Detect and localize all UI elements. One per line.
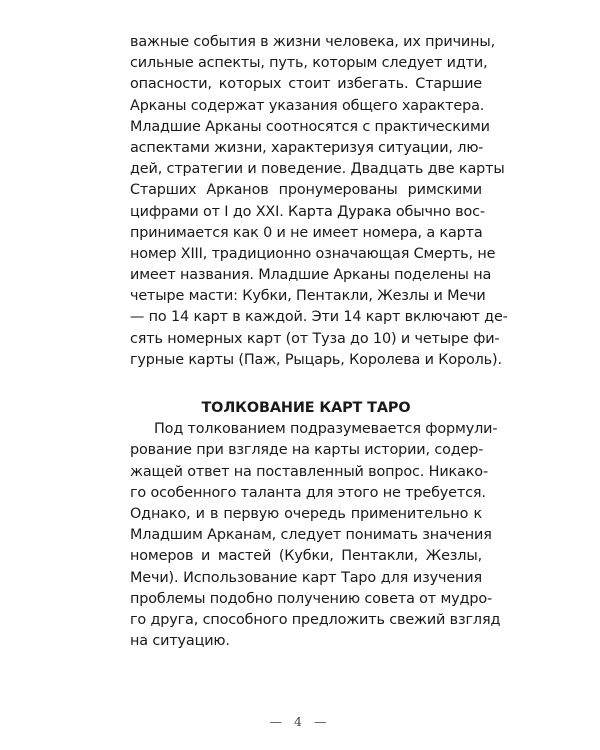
text-line: аспектами жизни, характеризуя ситуации, лю- [130, 139, 484, 156]
text-line: жащей ответ на поставленный вопрос. Никако- [130, 463, 488, 480]
paragraph-arcana-overview [130, 32, 508, 371]
text-line: номеров и мастей (Кубки, Пентакли, Жезлы, [130, 548, 482, 565]
text-line: го друга, способного предложить свежий взгляд [130, 611, 501, 628]
text-line: Под толкованием подразумевается формули- [154, 421, 498, 438]
text-line: Однако, и в первую очередь применительно к [130, 505, 482, 522]
text-line: проблемы подобно получению совета от мудро- [130, 590, 493, 607]
page-top-edge [0, 0, 600, 3]
text-line: цифрами от I до XXI. Карта Дурака обычно вос- [130, 203, 485, 220]
text-line: Арканы содержат указания общего характера. [130, 97, 485, 114]
page-number: — 4 — [269, 714, 331, 729]
book-page-body [130, 32, 508, 652]
text-line: на ситуацию. [130, 633, 230, 650]
text-line: рование при взгляде на карты истории, содер- [130, 442, 484, 459]
text-line: принимается как 0 и не имеет номера, а карта [130, 224, 483, 241]
text-line: Младшие Арканы соотносятся с практическими [130, 118, 490, 135]
text-line: дей, стратегии и поведение. Двадцать две карты [130, 161, 505, 178]
text-line: Младшим Арканам, следует понимать значения [130, 527, 492, 544]
text-line: гурные карты (Паж, Рыцарь, Королева и Король). [130, 351, 502, 368]
text-line: сильные аспекты, путь, которым следует идти, [130, 55, 488, 72]
text-line: го особенного таланта для этого не требуется. [130, 484, 486, 501]
paragraph-tarot-interpretation [130, 419, 501, 652]
text-line: Мечи). Использование карт Таро для изучения [130, 569, 482, 586]
text-line: четыре масти: Кубки, Пентакли, Жезлы и Мечи [130, 288, 486, 305]
section-heading: ТОЛКОВАНИЕ КАРТ ТАРО [201, 400, 411, 416]
text-line: опасности, которых стоит избегать. Старшие [130, 76, 482, 93]
text-line: важные события в жизни человека, их причины, [130, 34, 496, 50]
text-line: — по 14 карт в каждой. Эти 14 карт включают де- [130, 309, 508, 326]
text-line: сять номерных карт (от Туза до 10) и четыре фи- [130, 330, 500, 347]
text-line: имеет названия. Младшие Арканы поделены на [130, 267, 492, 284]
text-line: номер XIII, традиционно означающая Смерть, не [130, 245, 496, 262]
text-line: Старших Арканов пронумерованы римскими [130, 182, 482, 199]
